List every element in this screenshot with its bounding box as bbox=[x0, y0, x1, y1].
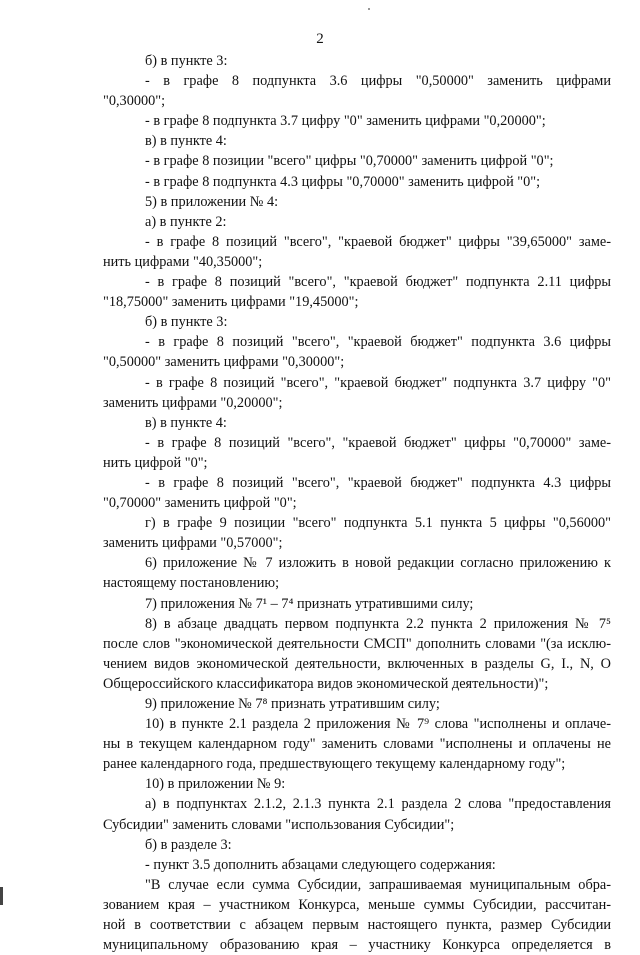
document-line: 7) приложения № 7¹ – 7⁴ признать утратившими силу; bbox=[145, 595, 474, 612]
document-line: 6) приложение № 7 изложить в новой редакции согласно приложению к bbox=[145, 555, 611, 572]
document-line: Субсидии" заменить словами "использования Субсидии"; bbox=[103, 816, 455, 833]
document-line: чением видов экономической деятельности, включенных в разделы G, I., N, O bbox=[103, 655, 611, 672]
document-line: - в графе 8 позиций "всего", "краевой бюджет" подпункта 3.7 цифру "0" bbox=[145, 374, 611, 391]
document-line: - в графе 8 позиций "всего", "краевой бюджет" подпункта 3.6 цифры bbox=[145, 334, 611, 351]
document-line: - пункт 3.5 дополнить абзацами следующего содержания: bbox=[145, 856, 496, 873]
document-line: 9) приложение № 7⁸ признать утратившим силу; bbox=[145, 696, 440, 712]
document-line: в) в пункте 4: bbox=[145, 414, 227, 431]
document-line: заменить цифрами "0,57000"; bbox=[103, 535, 283, 552]
document-line: - в графе 8 подпункта 3.6 цифры "0,50000" заменить цифрами bbox=[145, 73, 611, 90]
document-line: после слов "экономической деятельности СМСП" дополнить словами "(за исклю- bbox=[103, 635, 611, 652]
scan-artifact-dot bbox=[368, 8, 370, 10]
scan-edge-mark bbox=[0, 887, 3, 905]
document-line: настоящему постановлению; bbox=[103, 575, 280, 592]
document-line: б) в пункте 3: bbox=[145, 53, 228, 69]
document-line: муниципальному образованию края – участнику Конкурса определяется в bbox=[103, 937, 611, 954]
document-line: - в графе 8 позиций "всего", "краевой бюджет" подпункта 2.11 цифры bbox=[145, 274, 611, 291]
document-line: ной в соответствии с абзацем первым настоящего пункта, размер Субсидии bbox=[103, 917, 611, 934]
document-line: 5) в приложении № 4: bbox=[145, 193, 279, 210]
document-line: нить цифрами "40,35000"; bbox=[103, 253, 263, 270]
document-line: "0,70000" заменить цифрой "0"; bbox=[103, 495, 297, 512]
document-line: 10) в пункте 2.1 раздела 2 приложения № 7⁹ слова "исполнены и оплаче- bbox=[145, 716, 611, 733]
document-line: "0,50000" заменить цифрами "0,30000"; bbox=[103, 354, 345, 371]
document-line: заменить цифрами "0,20000"; bbox=[103, 394, 283, 411]
document-line: б) в разделе 3: bbox=[145, 836, 232, 853]
document-body bbox=[103, 51, 611, 955]
document-line: "В случае если сумма Субсидии, запрашиваемая муниципальным обра- bbox=[145, 876, 611, 893]
document-line: а) в подпунктах 2.1.2, 2.1.3 пункта 2.1 раздела 2 слова "предоставления bbox=[145, 796, 611, 813]
document-line: - в графе 8 подпункта 4.3 цифры "0,70000" заменить цифрой "0"; bbox=[145, 173, 541, 190]
document-line: зованием края – участником Конкурса, меньше суммы Субсидии, рассчитан- bbox=[103, 896, 611, 913]
page-number: 2 bbox=[316, 31, 324, 47]
document-line: Общероссийского классификатора видов экономической деятельности)"; bbox=[103, 675, 549, 692]
document-line: - в графе 8 позиций "всего", "краевой бюджет" подпункта 4.3 цифры bbox=[145, 474, 611, 491]
document-line: - в графе 8 позиций "всего", "краевой бюджет" цифры "39,65000" заме- bbox=[145, 233, 611, 250]
document-line: б) в пункте 3: bbox=[145, 314, 228, 331]
document-line: в) в пункте 4: bbox=[145, 133, 227, 150]
document-line: "0,30000"; bbox=[103, 93, 166, 110]
document-line: 8) в абзаце двадцать первом подпункта 2.2 пункта 2 приложения № 7⁵ bbox=[145, 615, 611, 632]
document-line: нить цифрой "0"; bbox=[103, 454, 208, 471]
document-line: - в графе 8 позиции "всего" цифры "0,70000" заменить цифрой "0"; bbox=[145, 153, 554, 170]
document-line: ны в текущем календарном году" заменить словами "исполнены и оплачены не bbox=[103, 736, 611, 753]
document-line: - в графе 8 позиций "всего", "краевой бюджет" цифры "0,70000" заме- bbox=[145, 434, 611, 451]
document-line: - в графе 8 подпункта 3.7 цифру "0" заменить цифрами "0,20000"; bbox=[145, 113, 546, 130]
document-line: ранее календарного года, предшествующего текущему календарному году"; bbox=[103, 756, 566, 773]
document-line: а) в пункте 2: bbox=[145, 213, 227, 230]
document-line: г) в графе 9 позиции "всего" подпункта 5.1 пункта 5 цифры "0,56000" bbox=[145, 515, 611, 532]
document-line: 10) в приложении № 9: bbox=[145, 776, 286, 793]
document-line: "18,75000" заменить цифрами "19,45000"; bbox=[103, 294, 359, 311]
